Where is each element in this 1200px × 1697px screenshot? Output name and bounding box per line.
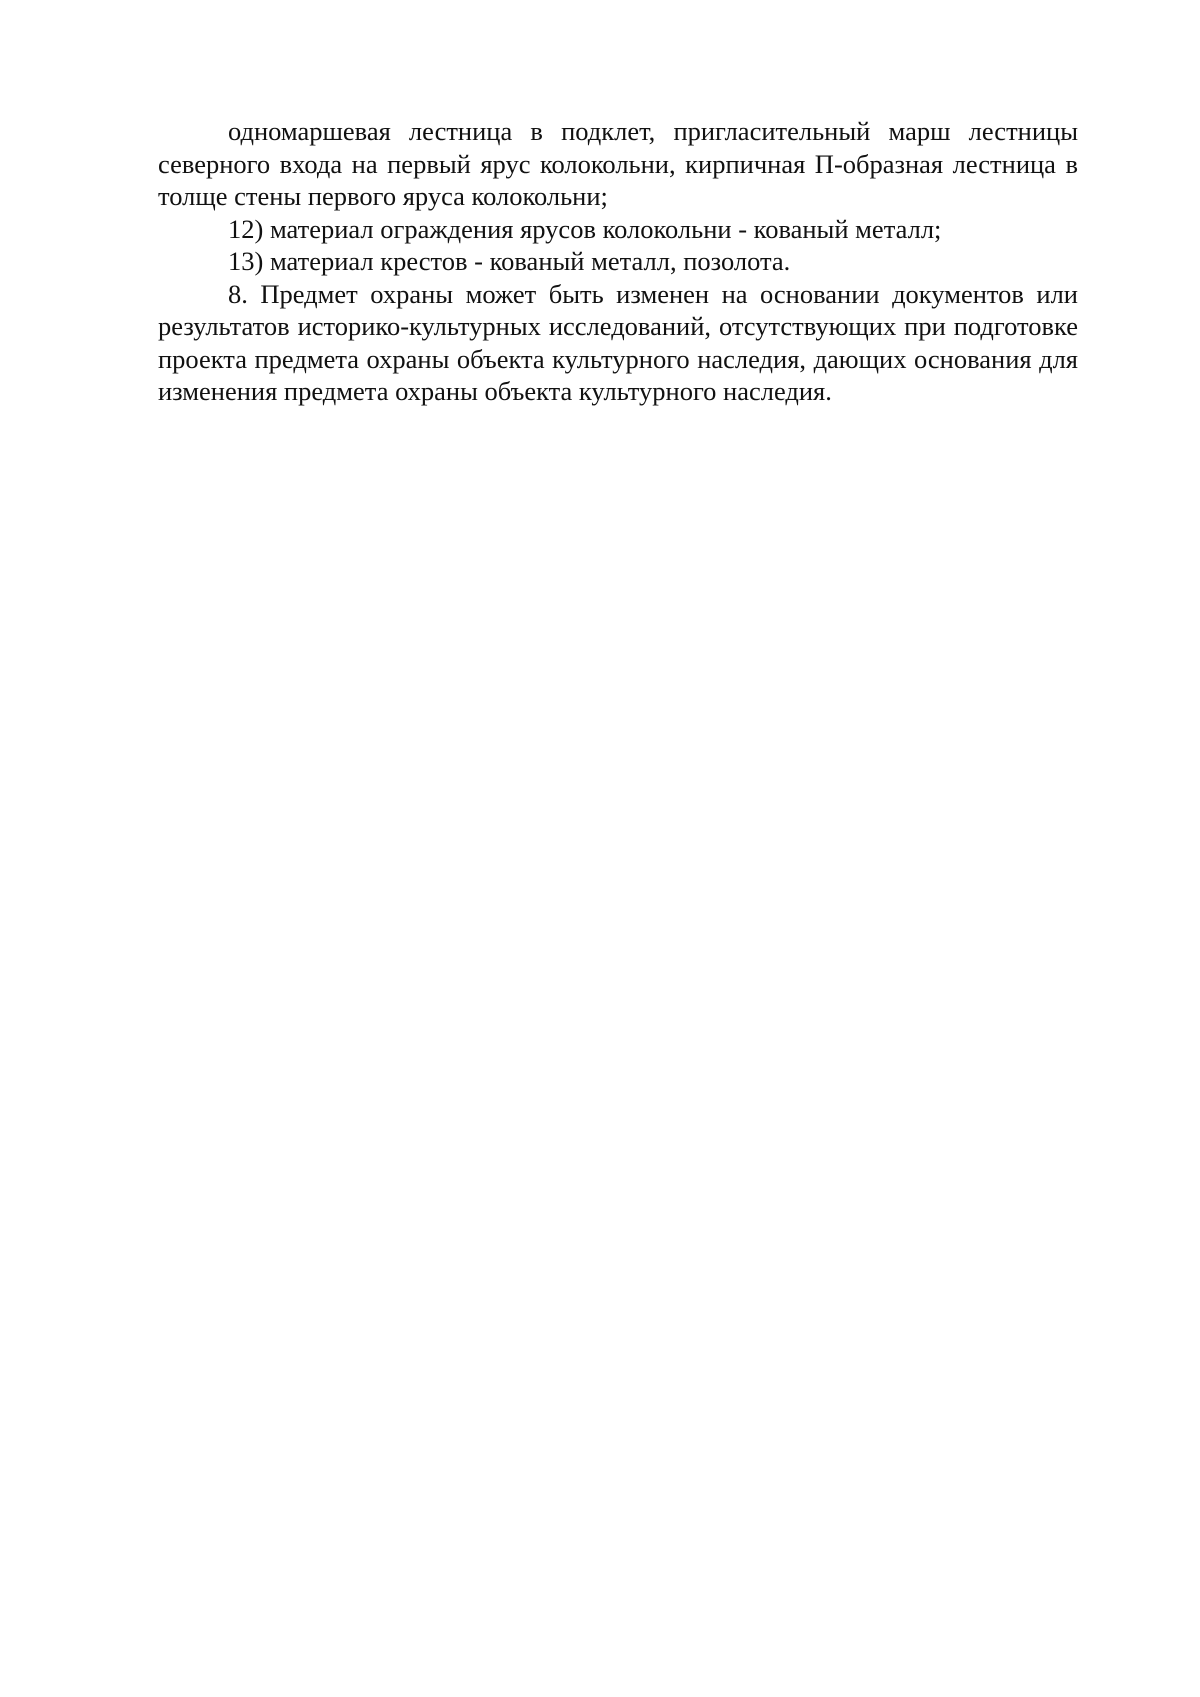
paragraph-item-13: 13) материал крестов - кованый металл, позолота.: [228, 246, 791, 276]
paragraph-section-8: 8. Предмет охраны может быть изменен на основании документов или результатов историко-культурных исследований, отсутствующих при подготовке проекта предмета охраны объекта культурного наследия, дающих основания для изменения предмета охраны объекта культурного наследия.: [158, 278, 1078, 406]
paragraph-item-12: 12) материал ограждения ярусов колокольни - кованый металл;: [228, 213, 942, 244]
paragraph-stairs-continuation: одномаршевая лестница в подклет, пригласительный марш лестницы северного входа на первый ярус колокольни, кирпичная П-образная лестница в толще стены первого яруса колокольни;: [158, 116, 1078, 211]
document-body: [158, 115, 1078, 408]
